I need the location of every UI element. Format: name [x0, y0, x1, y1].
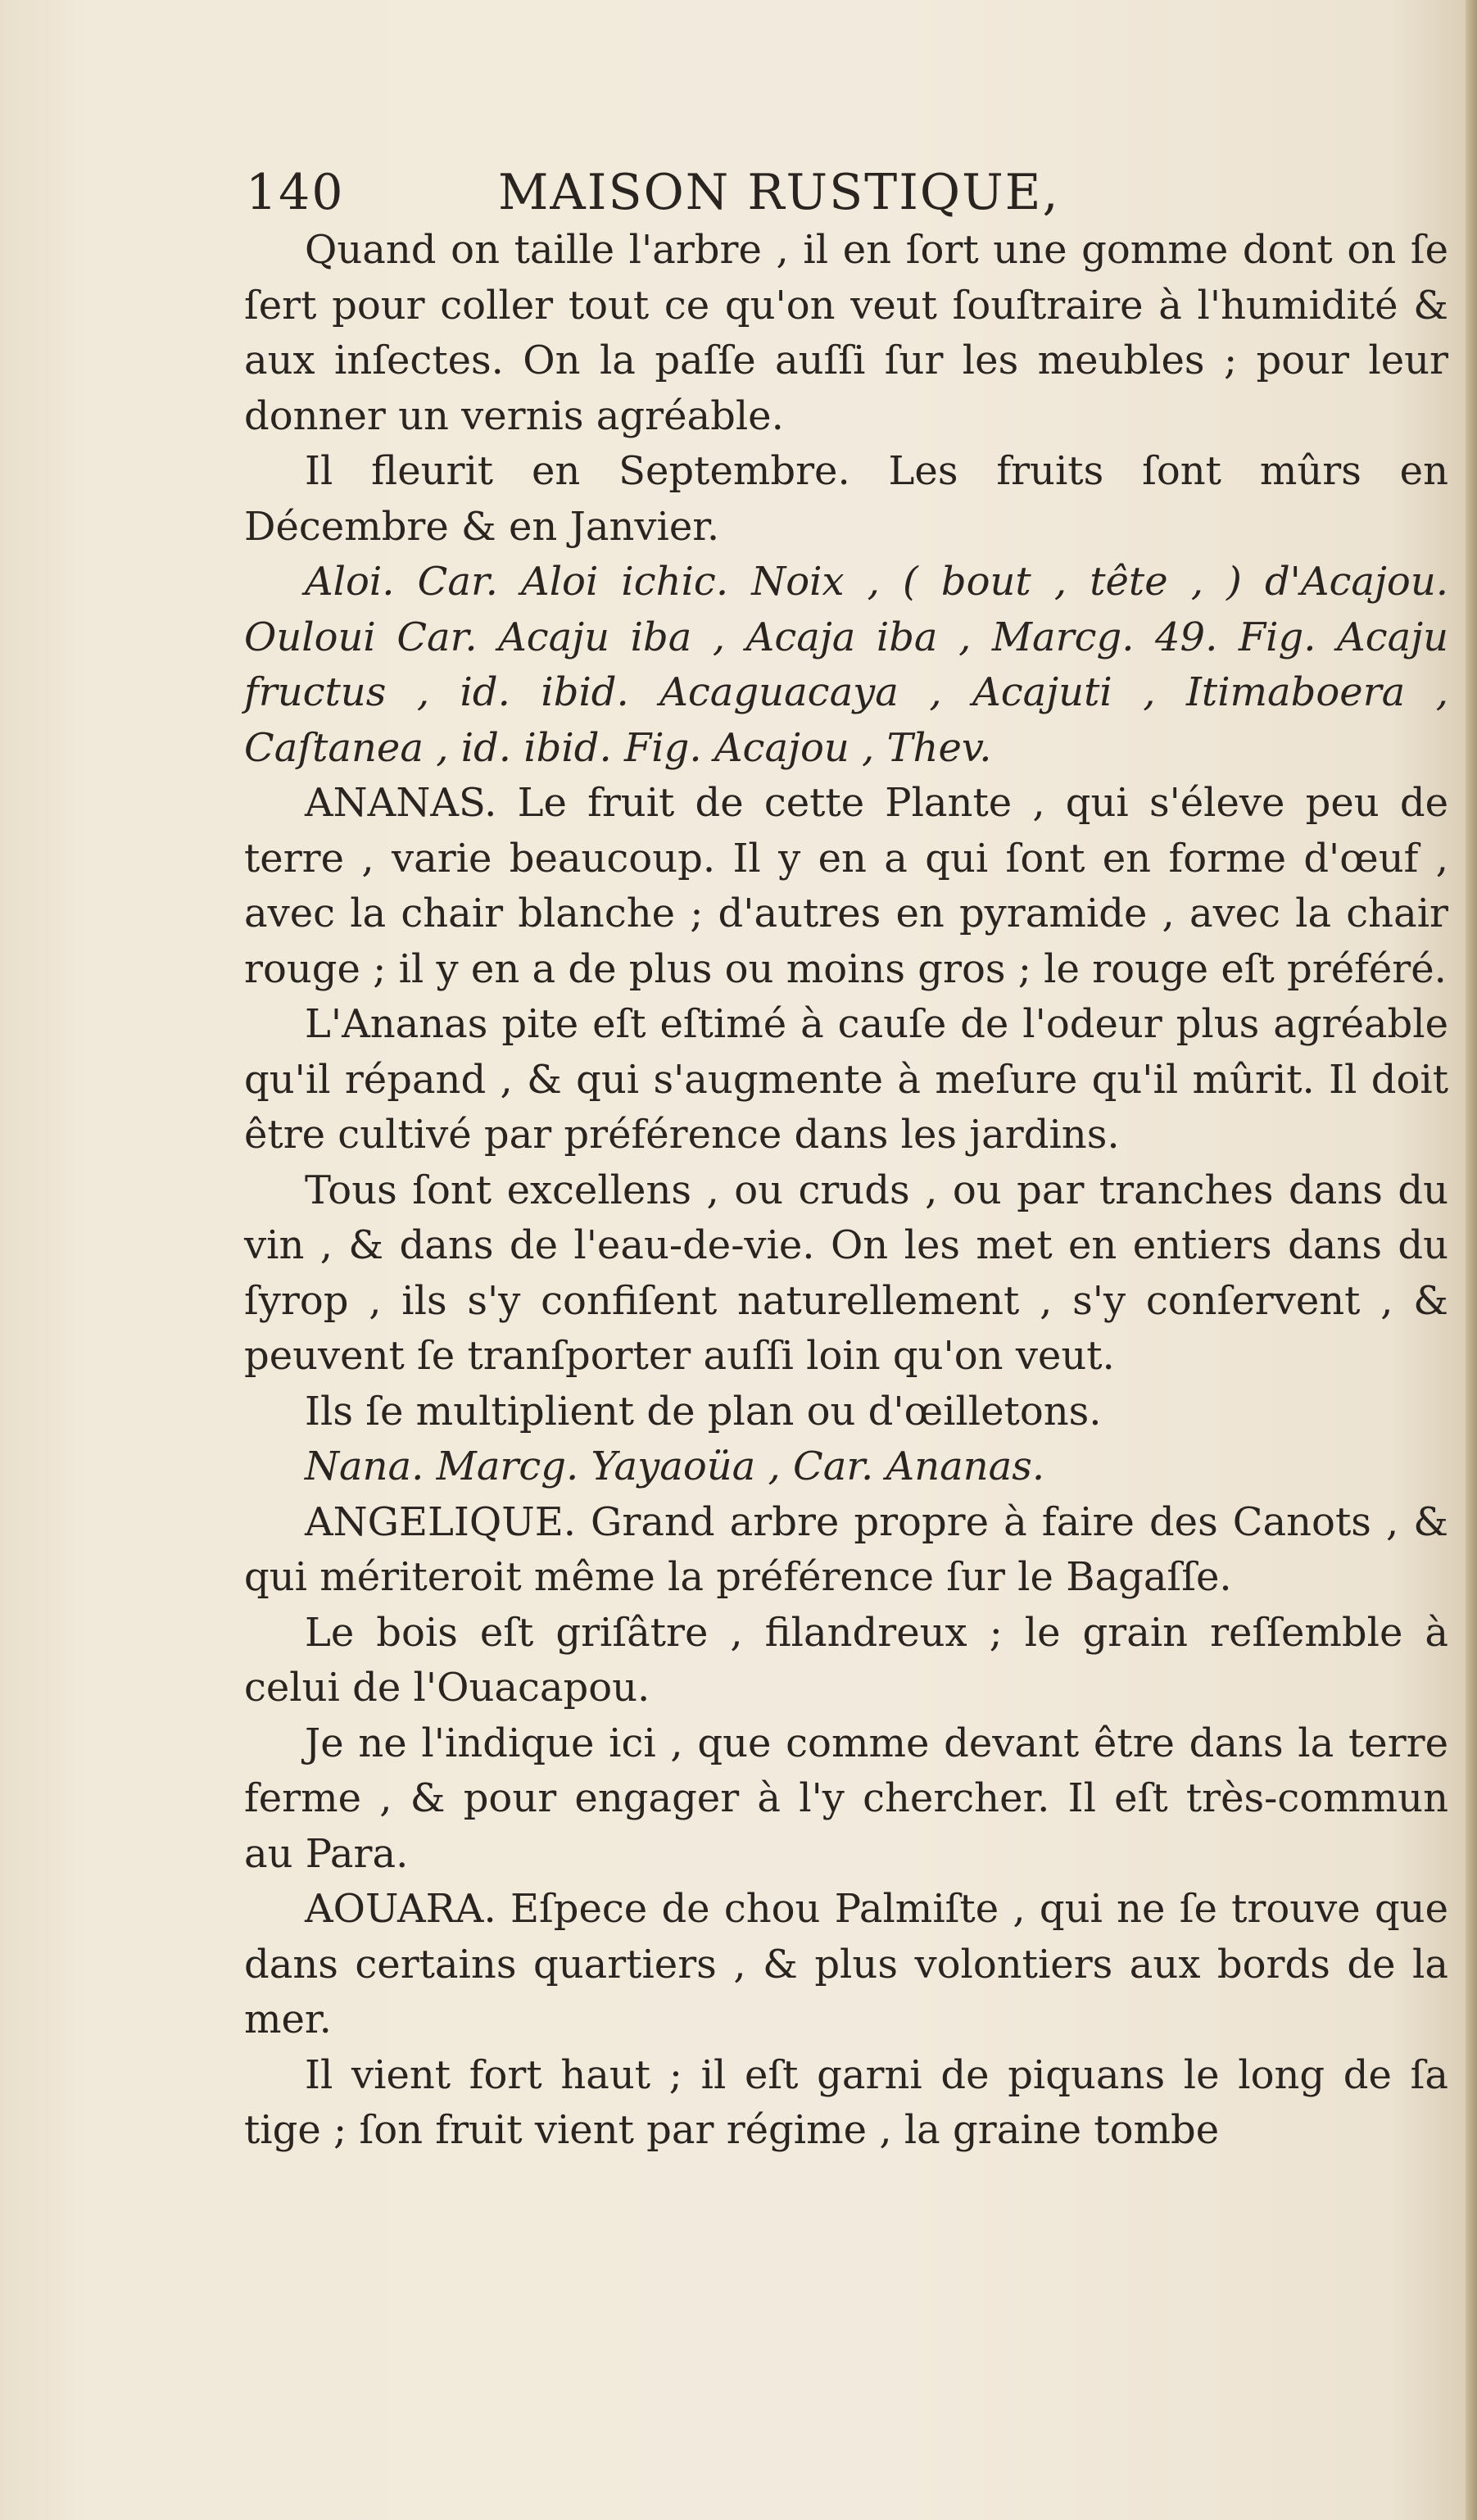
- paragraph: Nana. Marcg. Yayaoüa , Car. Ananas.: [305, 1444, 1045, 1489]
- paragraph: Le bois eſt griſâtre , filandreux ; le grain reſſemble à celui de l'Ouacapou.: [244, 1609, 1448, 1711]
- running-header: [246, 160, 1278, 225]
- running-title: MAISON RUSTIQUE,: [498, 164, 1060, 221]
- paragraph: Aloi. Car. Aloi ichic. Noix , ( bout , tête , ) d'Acajou. Ouloui Car. Acaju iba , Acaja iba , Marcg. 49. Fig. Acaju fructus , id. ibid. Acaguacaya , Acajuti , Itimaboera , Caſtanea , id. ibid. Fig. Acajou , Thev.: [244, 559, 1448, 771]
- paragraph: ANANAS. Le fruit de cette Plante , qui s'éleve peu de terre , varie beaucoup. Il y en a qui ſont en forme d'œuf , avec la chair blanche ; d'autres en pyramide , avec la chair rouge ; il y en a de plus ou moins gros ; le rouge eſt préféré.: [244, 780, 1448, 992]
- paragraph: Il fleurit en Septembre. Les fruits ſont mûrs en Décembre & en Janvier.: [244, 448, 1448, 550]
- text-body: [244, 223, 1448, 2159]
- paragraph: Tous ſont excellens , ou cruds , ou par tranches dans du vin , & dans de l'eau-de-vie. On les met en entiers dans du ſyrop , ils s'y confiſent naturellement , s'y conſervent , & peuvent ſe tranſporter auſſi loin qu'on veut.: [244, 1167, 1448, 1379]
- page-number: 140: [246, 164, 345, 221]
- paragraph: Je ne l'indique ici , que comme devant être dans la terre ferme , & pour engager à l'y chercher. Il eſt très-commun au Para.: [244, 1720, 1448, 1877]
- paragraph: Ils ſe multiplient de plan ou d'œilletons.: [305, 1388, 1102, 1434]
- paragraph: ANGELIQUE. Grand arbre propre à faire des Canots , & qui mériteroit même la préférence ſur le Bagaſſe.: [244, 1498, 1448, 1600]
- page-edge: [1466, 0, 1477, 2520]
- paragraph: AOUARA. Eſpece de chou Palmiſte , qui ne ſe trouve que dans certains quartiers , & plus volontiers aux bords de la mer.: [244, 1886, 1448, 2042]
- paragraph: Quand on taille l'arbre , il en ſort une gomme dont on ſe ſert pour coller tout ce qu'on veut ſouſtraire à l'humidité & aux inſectes. On la paſſe auſſi ſur les meubles ; pour leur donner un vernis agréable.: [244, 227, 1448, 439]
- paragraph: Il vient fort haut ; il eſt garni de piquans le long de ſa tige ; ſon fruit vient par régime , la graine tombe: [244, 2051, 1448, 2153]
- paragraph: L'Ananas pite eſt eſtimé à cauſe de l'odeur plus agréable qu'il répand , & qui s'augmente à meſure qu'il mûrit. Il doit être cultivé par préférence dans les jardins.: [244, 1001, 1448, 1158]
